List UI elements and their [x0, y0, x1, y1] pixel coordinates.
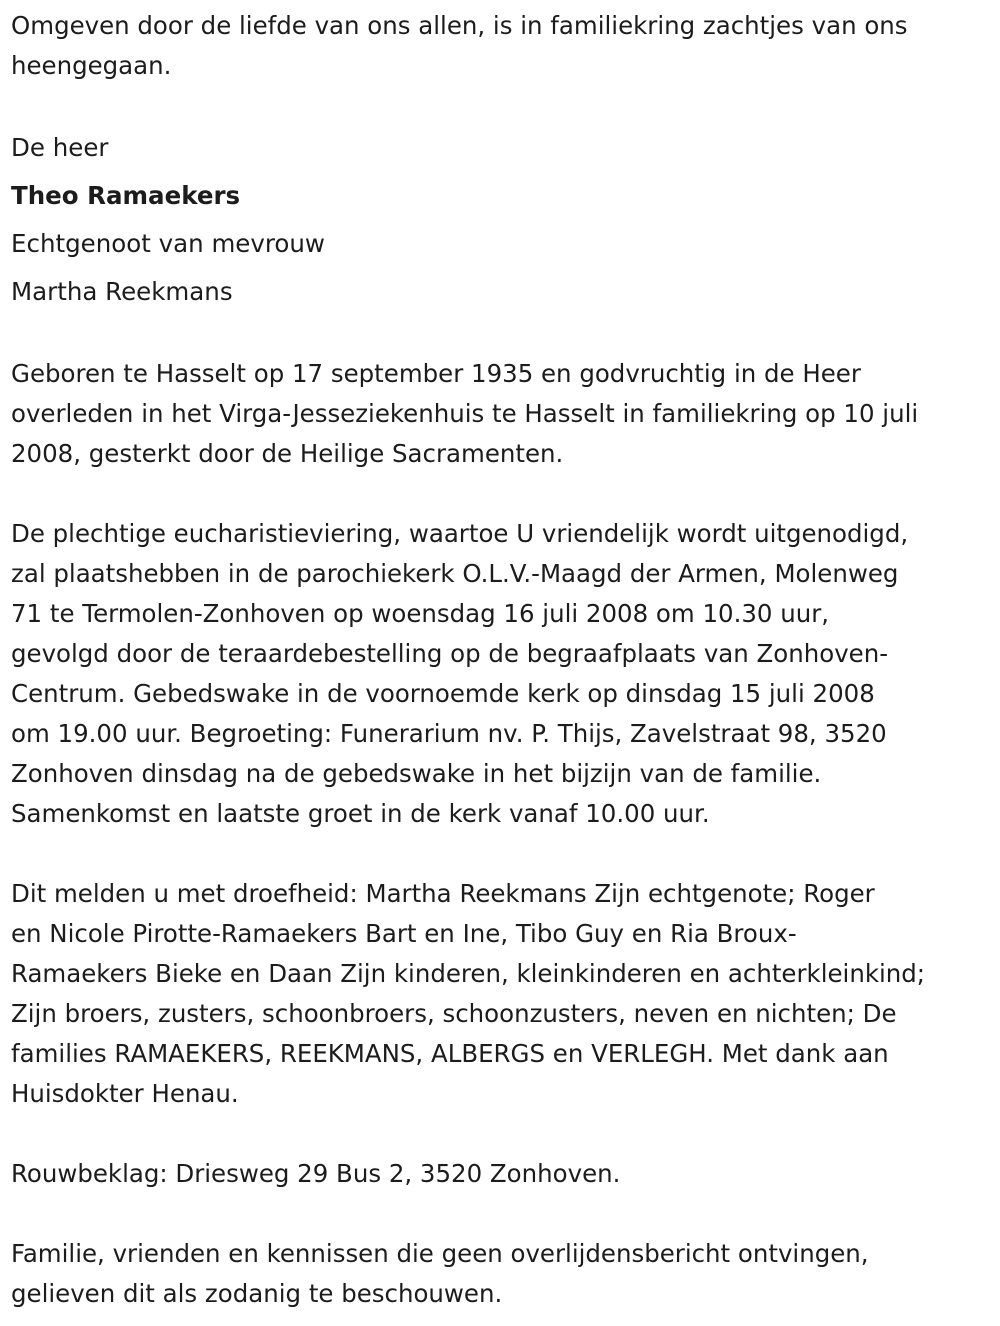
deceased-block: [11, 124, 993, 316]
ceremony-line: De plechtige eucharistieviering, waartoe U vriendelijk wordt uitgenodigd,: [11, 519, 909, 548]
announcement-line: Zijn broers, zusters, schoonbroers, schoonzusters, neven en nichten; De: [11, 999, 897, 1028]
paragraph-gap: [11, 316, 993, 354]
announcement-line: en Nicole Pirotte-Ramaekers Bart en Ine, Tibo Guy en Ria Broux-: [11, 919, 797, 948]
intro-line: Omgeven door de liefde van ons allen, is in familiekring zachtjes van ons: [11, 11, 908, 40]
birth-death-line: Geboren te Hasselt op 17 september 1935 en godvruchtig in de Heer: [11, 359, 861, 388]
spouse-label: Echtgenoot van mevrouw: [11, 229, 325, 258]
announcement-line: Huisdokter Henau.: [11, 1079, 239, 1108]
announcement-paragraph: [11, 874, 993, 1114]
ceremony-line: Zonhoven dinsdag na de gebedswake in het bijzijn van de familie.: [11, 759, 822, 788]
intro-line: heengegaan.: [11, 51, 172, 80]
ceremony-line: Centrum. Gebedswake in de voornoemde kerk op dinsdag 15 juli 2008: [11, 679, 875, 708]
ceremony-paragraph: [11, 514, 993, 834]
birth-death-line: overleden in het Virga-Jesseziekenhuis te Hasselt in familiekring op 10 juli: [11, 399, 919, 428]
ceremony-line: 71 te Termolen-Zonhoven op woensdag 16 juli 2008 om 10.30 uur,: [11, 599, 830, 628]
ceremony-line: zal plaatshebben in de parochiekerk O.L.V.-Maagd der Armen, Molenweg: [11, 559, 899, 588]
paragraph-gap: [11, 834, 993, 874]
deceased-name: Theo Ramaekers: [11, 181, 241, 210]
birth-death-paragraph: [11, 354, 993, 474]
intro-paragraph: [11, 6, 993, 86]
closing-line: gelieven dit als zodanig te beschouwen.: [11, 1279, 503, 1308]
closing-paragraph: [11, 1234, 993, 1314]
ceremony-line: Samenkomst en laatste groet in de kerk vanaf 10.00 uur.: [11, 799, 710, 828]
ceremony-line: gevolgd door de teraardebestelling op de begraafplaats van Zonhoven-: [11, 639, 889, 668]
condolence-paragraph: [11, 1154, 993, 1194]
announcement-line: families RAMAEKERS, REEKMANS, ALBERGS en VERLEGH. Met dank aan: [11, 1039, 889, 1068]
announcement-line: Dit melden u met droefheid: Martha Reekmans Zijn echtgenote; Roger: [11, 879, 875, 908]
closing-line: Familie, vrienden en kennissen die geen overlijdensbericht ontvingen,: [11, 1239, 869, 1268]
obituary-text: [11, 6, 993, 1314]
announcement-line: Ramaekers Bieke en Daan Zijn kinderen, kleinkinderen en achterkleinkind;: [11, 959, 926, 988]
spouse-name: Martha Reekmans: [11, 277, 233, 306]
paragraph-gap: [11, 1114, 993, 1154]
ceremony-line: om 19.00 uur. Begroeting: Funerarium nv. P. Thijs, Zavelstraat 98, 3520: [11, 719, 887, 748]
paragraph-gap: [11, 86, 993, 126]
paragraph-gap: [11, 474, 993, 514]
title-line: De heer: [11, 133, 109, 162]
condolence-address: Rouwbeklag: Driesweg 29 Bus 2, 3520 Zonhoven.: [11, 1159, 621, 1188]
paragraph-gap: [11, 1194, 993, 1234]
birth-death-line: 2008, gesterkt door de Heilige Sacramenten.: [11, 439, 564, 468]
